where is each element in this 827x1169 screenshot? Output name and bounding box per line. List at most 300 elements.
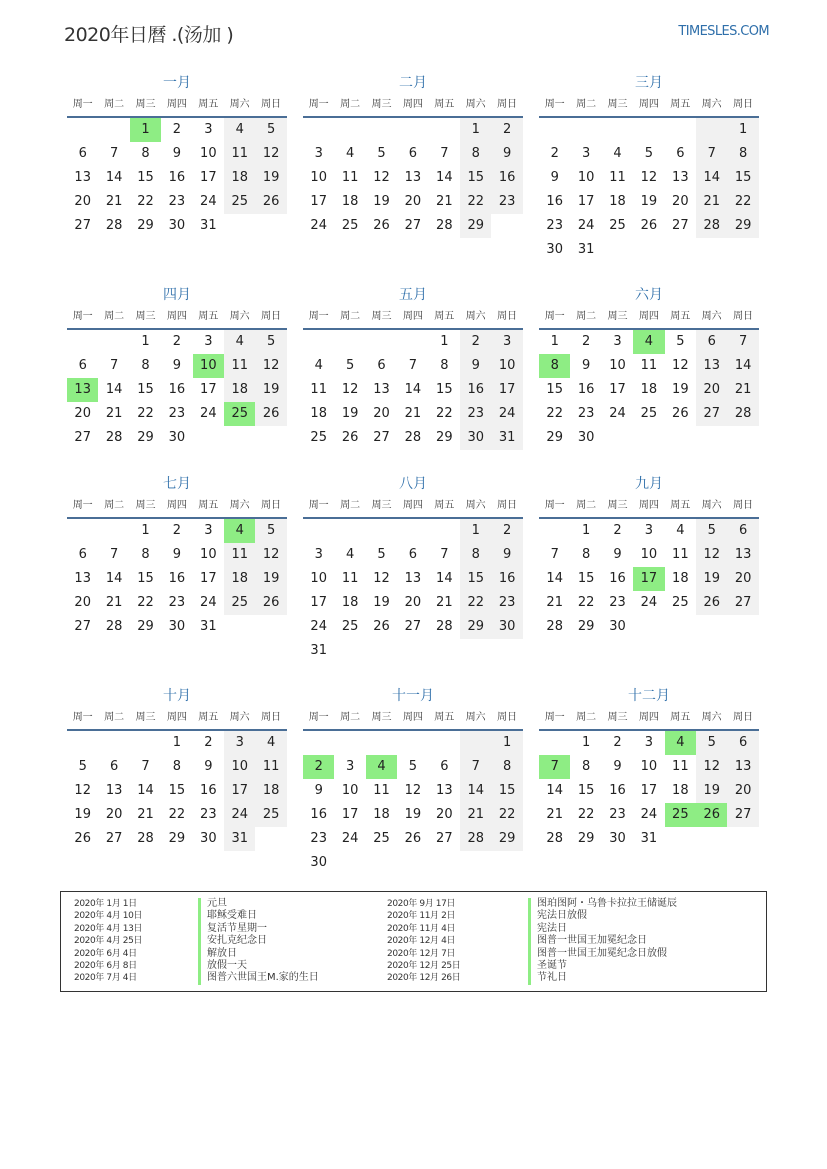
day-cell: 18 [640, 382, 658, 397]
empty-cell [397, 639, 428, 663]
weekday-label: 周一 [544, 311, 565, 322]
empty-cell [98, 118, 129, 142]
day-cell: 17 [310, 194, 327, 209]
day-cell: 15 [137, 382, 154, 397]
day-cell: 15 [460, 567, 491, 591]
empty-cell [602, 426, 633, 450]
weekday-label: 周六 [229, 99, 250, 110]
month-name: 二月 [399, 75, 427, 91]
day-cell: 8 [727, 142, 758, 166]
empty-cell [539, 731, 570, 755]
holiday-date: 2020年 9月 17日 [387, 899, 456, 909]
empty-cell [696, 615, 727, 639]
day-cell: 9 [314, 783, 323, 798]
weekday-label: 周一 [308, 500, 329, 511]
month-name: 七月 [163, 476, 191, 492]
day-cell: 18 [224, 567, 255, 591]
holiday-name: 节礼日 [537, 972, 567, 984]
day-cell: 26 [640, 218, 658, 233]
day-cell: 30 [491, 615, 522, 639]
weekday-label: 周一 [308, 712, 329, 723]
weekday-header [303, 495, 523, 519]
day-cell: 21 [727, 378, 758, 402]
brand-logo-text[interactable]: TIMESLES.COM [678, 24, 769, 39]
empty-cell [460, 639, 491, 663]
weekday-label: 周二 [104, 311, 125, 322]
day-cell: 30 [168, 430, 186, 445]
day-cell: 2 [550, 146, 559, 161]
empty-cell [602, 118, 633, 142]
holiday-date: 2020年 12月 7日 [387, 948, 456, 959]
weekday-label: 周日 [733, 311, 754, 322]
day-cell: 14 [727, 354, 758, 378]
day-cell: 10 [200, 547, 217, 562]
day-cell: 5 [255, 519, 286, 543]
month-calendar [539, 473, 759, 639]
weekday-label: 周三 [371, 311, 392, 322]
empty-cell [460, 851, 491, 875]
day-cell: 25 [310, 430, 327, 445]
day-cell: 28 [105, 619, 123, 634]
weekday-label: 周四 [638, 311, 659, 322]
day-cell: 13 [436, 783, 453, 798]
day-cell: 20 [373, 406, 390, 421]
weekday-label: 周四 [166, 500, 187, 511]
day-cell: 2 [172, 122, 182, 137]
day-cell: 7 [408, 358, 418, 373]
day-cell: 3 [314, 547, 323, 562]
day-cell: 25 [640, 406, 658, 421]
day-cell: 8 [581, 547, 591, 562]
day-cell: 15 [137, 170, 154, 185]
day-cell: 10 [224, 755, 255, 779]
weekday-label: 周二 [104, 500, 125, 511]
day-cell: 22 [137, 595, 154, 610]
day-cell: 23 [168, 595, 186, 610]
holiday-name: 圣诞节 [537, 959, 567, 971]
day-cell: 20 [74, 194, 91, 209]
empty-cell [727, 827, 758, 851]
empty-cell [255, 827, 286, 851]
holiday-date: 2020年 6月 4日 [74, 948, 137, 959]
day-cell: 20 [74, 595, 91, 610]
month-calendar [303, 284, 523, 450]
day-cell: 18 [672, 783, 689, 798]
day-cell: 16 [609, 783, 626, 798]
day-cell: 29 [546, 430, 563, 445]
empty-cell [334, 519, 365, 543]
empty-cell [366, 519, 397, 543]
weekday-label: 周一 [72, 99, 93, 110]
month-name: 八月 [399, 476, 427, 492]
day-cell: 22 [460, 591, 491, 615]
day-cell: 17 [200, 571, 217, 586]
day-cell: 18 [609, 194, 626, 209]
month-name: 六月 [635, 287, 663, 303]
day-cell: 5 [377, 547, 386, 562]
day-cell: 22 [137, 194, 154, 209]
day-cell: 6 [408, 146, 418, 161]
holiday-name: 元旦 [207, 898, 227, 909]
weekday-label: 周六 [465, 500, 486, 511]
day-cell: 1 [581, 735, 591, 750]
empty-cell [224, 214, 255, 238]
weekday-label: 周五 [434, 99, 455, 110]
day-cell: 14 [546, 783, 563, 798]
weekday-label: 周五 [670, 712, 691, 723]
day-cell: 13 [696, 354, 727, 378]
day-cell: 22 [137, 406, 154, 421]
weekday-label: 周日 [261, 311, 282, 322]
day-cell: 7 [727, 330, 758, 354]
day-cell: 19 [696, 779, 727, 803]
weekday-label: 周五 [198, 311, 219, 322]
day-cell: 25 [373, 831, 390, 846]
day-cell: 21 [105, 595, 123, 610]
day-cell: 10 [491, 354, 522, 378]
day-cell: 28 [460, 827, 491, 851]
weekday-label: 周四 [166, 712, 187, 723]
day-cell: 2 [172, 334, 182, 349]
empty-cell [366, 851, 397, 875]
day-cell: 6 [696, 330, 727, 354]
day-cell: 25 [609, 218, 626, 233]
weekday-label: 周三 [371, 712, 392, 723]
day-cell: 29 [577, 831, 595, 846]
day-cell: 17 [341, 807, 359, 822]
day-cell: 11 [672, 547, 689, 562]
day-cell: 24 [200, 595, 217, 610]
day-cell: 9 [172, 547, 182, 562]
day-cell: 5 [78, 759, 87, 774]
day-cell: 2 [491, 118, 522, 142]
day-cell: 9 [491, 543, 522, 567]
weekday-label: 周日 [497, 99, 518, 110]
weekday-label: 周四 [402, 311, 423, 322]
empty-cell [696, 827, 727, 851]
day-cell: 27 [74, 619, 91, 634]
day-cell: 2 [204, 735, 213, 750]
holiday-dates-left [74, 898, 142, 985]
weekday-label: 周五 [198, 99, 219, 110]
weekday-label: 周四 [638, 500, 659, 511]
day-cell: 13 [74, 571, 91, 586]
holiday-date: 2020年 12月 26日 [387, 973, 461, 984]
day-cells [303, 519, 523, 663]
weekday-label: 周一 [544, 99, 565, 110]
day-cell: 25 [224, 402, 255, 426]
weekday-label: 周六 [701, 500, 722, 511]
day-cell: 4 [633, 330, 664, 354]
day-cell: 14 [105, 571, 123, 586]
empty-cell [366, 639, 397, 663]
day-cell: 14 [404, 382, 422, 397]
empty-cell [334, 639, 365, 663]
day-cell: 24 [200, 194, 217, 209]
day-cell: 1 [460, 118, 491, 142]
weekday-label: 周六 [229, 311, 250, 322]
day-cell: 3 [224, 731, 255, 755]
empty-cell [696, 238, 727, 262]
weekday-label: 周日 [497, 311, 518, 322]
day-cell: 1 [550, 334, 559, 349]
day-cells [539, 731, 759, 851]
day-cell: 29 [137, 218, 154, 233]
day-cell: 23 [200, 807, 217, 822]
day-cell: 30 [168, 619, 186, 634]
empty-cell [303, 731, 334, 755]
day-cell: 26 [696, 591, 727, 615]
day-cell: 27 [727, 591, 758, 615]
weekday-label: 周三 [135, 712, 156, 723]
empty-cell [98, 330, 129, 354]
holiday-name: 宪法日放假 [537, 910, 587, 922]
day-cell: 19 [672, 382, 689, 397]
day-cell: 29 [460, 214, 491, 238]
empty-cell [633, 238, 664, 262]
day-cell: 17 [577, 194, 595, 209]
day-cell: 15 [546, 382, 563, 397]
day-cell: 1 [460, 519, 491, 543]
day-cell: 22 [460, 190, 491, 214]
day-cell: 27 [672, 218, 689, 233]
day-cell: 4 [314, 358, 323, 373]
day-cell: 29 [460, 615, 491, 639]
empty-cell [366, 330, 397, 354]
day-cell: 24 [640, 595, 658, 610]
day-cell: 25 [341, 218, 359, 233]
empty-cell [303, 519, 334, 543]
weekday-label: 周日 [733, 712, 754, 723]
day-cell: 23 [609, 807, 626, 822]
day-cell: 12 [255, 354, 286, 378]
day-cell: 23 [460, 402, 491, 426]
day-cell: 18 [373, 807, 390, 822]
day-cell: 25 [341, 619, 359, 634]
day-cell: 30 [168, 218, 186, 233]
day-cell: 14 [105, 170, 123, 185]
day-cell: 5 [696, 519, 727, 543]
empty-cell [67, 731, 98, 755]
holiday-name: 放假一天 [207, 959, 247, 971]
day-cell: 22 [546, 406, 563, 421]
day-cell: 6 [78, 547, 87, 562]
day-cell: 21 [436, 595, 453, 610]
day-cell: 8 [460, 142, 491, 166]
day-cell: 9 [550, 170, 559, 185]
empty-cell [633, 615, 664, 639]
day-cell: 30 [200, 831, 217, 846]
empty-cell [255, 214, 286, 238]
weekday-label: 周二 [576, 712, 597, 723]
holiday-list [60, 891, 767, 992]
empty-cell [665, 238, 696, 262]
day-cell: 16 [491, 567, 522, 591]
day-cell: 23 [168, 406, 186, 421]
day-cell: 6 [727, 731, 758, 755]
day-cell: 18 [341, 194, 359, 209]
day-cell: 1 [141, 334, 150, 349]
day-cell: 27 [696, 402, 727, 426]
day-cell: 4 [665, 731, 696, 755]
day-cell: 18 [255, 779, 286, 803]
holiday-date: 2020年 4月 10日 [74, 911, 143, 922]
weekday-label: 周六 [465, 311, 486, 322]
day-cell: 5 [345, 358, 355, 373]
day-cell: 3 [491, 330, 522, 354]
empty-cell [334, 330, 365, 354]
empty-cell [130, 731, 161, 755]
day-cell: 16 [460, 378, 491, 402]
weekday-label: 周日 [261, 99, 282, 110]
weekday-label: 周一 [72, 712, 93, 723]
day-cell: 18 [672, 571, 689, 586]
day-cell: 3 [204, 122, 213, 137]
weekday-label: 周二 [576, 311, 597, 322]
empty-cell [366, 731, 397, 755]
day-cell: 30 [460, 426, 491, 450]
day-cell: 19 [255, 567, 286, 591]
day-cell: 24 [609, 406, 626, 421]
day-cells [539, 330, 759, 450]
day-cell: 20 [74, 406, 91, 421]
day-cell: 13 [404, 571, 422, 586]
day-cell: 16 [168, 170, 186, 185]
day-cell: 26 [696, 803, 727, 827]
day-cell: 10 [200, 146, 217, 161]
day-cell: 17 [310, 595, 327, 610]
day-cell: 22 [491, 803, 522, 827]
weekday-header [539, 495, 759, 519]
day-cell: 15 [491, 779, 522, 803]
month-calendar [67, 473, 287, 639]
holiday-date: 2020年 6月 8日 [74, 960, 137, 971]
empty-cell [429, 639, 460, 663]
day-cell: 6 [78, 146, 87, 161]
day-cell: 7 [539, 755, 570, 779]
day-cell: 11 [224, 543, 255, 567]
weekday-label: 周一 [308, 99, 329, 110]
day-cell: 1 [727, 118, 758, 142]
day-cell: 20 [672, 194, 689, 209]
weekday-label: 周三 [607, 500, 628, 511]
day-cell: 7 [440, 547, 449, 562]
weekday-header [539, 94, 759, 118]
day-cell: 19 [341, 406, 359, 421]
weekday-label: 周五 [434, 311, 455, 322]
day-cell: 12 [696, 755, 727, 779]
day-cell: 3 [581, 146, 591, 161]
day-cell: 9 [613, 759, 622, 774]
day-cells [67, 330, 287, 450]
day-cell: 3 [644, 523, 654, 538]
day-cell: 15 [577, 571, 595, 586]
weekday-label: 周四 [402, 712, 423, 723]
day-cell: 10 [609, 358, 626, 373]
month-name: 一月 [163, 75, 191, 91]
weekday-label: 周四 [402, 99, 423, 110]
day-cell: 11 [224, 354, 255, 378]
day-cell: 19 [696, 567, 727, 591]
day-cell: 19 [373, 194, 390, 209]
empty-cell [460, 731, 491, 755]
day-cell: 4 [224, 118, 255, 142]
day-cell: 6 [408, 547, 418, 562]
holiday-date: 2020年 12月 25日 [387, 960, 461, 971]
weekday-label: 周一 [72, 500, 93, 511]
day-cell: 26 [373, 619, 390, 634]
day-cell: 5 [408, 759, 418, 774]
day-cell: 5 [377, 146, 386, 161]
day-cell: 14 [436, 170, 453, 185]
day-cell: 17 [640, 783, 658, 798]
day-cell: 10 [310, 571, 327, 586]
holiday-name: 解放日 [207, 947, 237, 959]
day-cell: 21 [460, 803, 491, 827]
weekday-header [303, 707, 523, 731]
holiday-name: 图普一世国王加冕纪念日 [537, 935, 647, 947]
day-cell: 11 [609, 170, 626, 185]
empty-cell [224, 426, 255, 450]
month-calendar [303, 473, 523, 663]
empty-cell [193, 426, 224, 450]
day-cell: 8 [539, 354, 570, 378]
day-cell: 8 [141, 358, 150, 373]
day-cell: 5 [644, 146, 654, 161]
day-cell: 21 [404, 406, 422, 421]
day-cell: 27 [727, 803, 758, 827]
day-cell: 2 [460, 330, 491, 354]
day-cell: 10 [193, 354, 224, 378]
holiday-date: 2020年 11月 4日 [387, 923, 456, 934]
day-cell: 30 [609, 619, 626, 634]
day-cell: 10 [640, 759, 658, 774]
day-cell: 11 [373, 783, 390, 798]
day-cell: 20 [696, 378, 727, 402]
empty-cell [224, 615, 255, 639]
day-cell: 23 [609, 595, 626, 610]
weekday-label: 周六 [229, 500, 250, 511]
weekday-label: 周三 [135, 311, 156, 322]
empty-cell [491, 214, 522, 238]
day-cell: 19 [404, 807, 422, 822]
day-cell: 31 [577, 242, 595, 257]
empty-cell [67, 519, 98, 543]
empty-cell [727, 238, 758, 262]
weekday-label: 周六 [229, 712, 250, 723]
day-cell: 29 [491, 827, 522, 851]
weekday-label: 周日 [497, 712, 518, 723]
day-cell: 7 [440, 146, 449, 161]
day-cell: 6 [676, 146, 685, 161]
month-calendar [67, 72, 287, 238]
empty-cell [602, 238, 633, 262]
day-cell: 15 [436, 382, 453, 397]
day-cell: 17 [609, 382, 626, 397]
day-cell: 23 [168, 194, 186, 209]
day-cell: 17 [491, 378, 522, 402]
day-cell: 3 [204, 523, 213, 538]
day-cell: 17 [200, 382, 217, 397]
day-cell: 16 [609, 571, 626, 586]
holiday-dates-right [387, 898, 460, 985]
day-cell: 24 [200, 406, 217, 421]
day-cell: 24 [491, 402, 522, 426]
day-cell: 25 [672, 595, 689, 610]
holiday-names-right [528, 898, 677, 985]
holiday-date: 2020年 1月 1日 [74, 899, 137, 909]
empty-cell [633, 426, 664, 450]
